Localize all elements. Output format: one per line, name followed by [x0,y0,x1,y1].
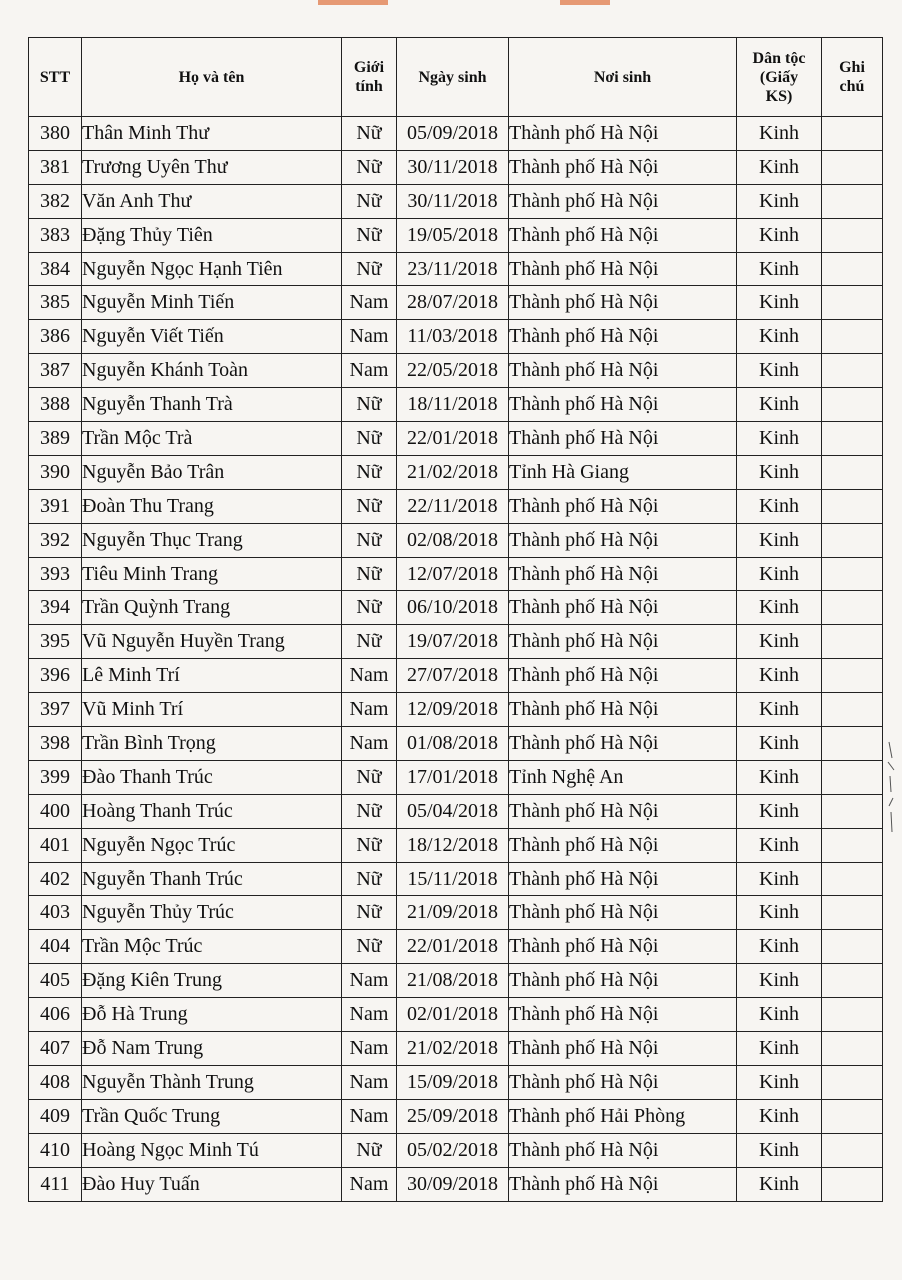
cell-dob: 23/11/2018 [397,252,509,286]
cell-dob: 02/01/2018 [397,998,509,1032]
cell-ethnicity: Kinh [737,252,822,286]
cell-ethnicity: Kinh [737,1167,822,1201]
table-row [29,998,883,1032]
cell-gender: Nữ [342,455,397,489]
cell-ethnicity: Kinh [737,184,822,218]
cell-dob: 30/09/2018 [397,1167,509,1201]
cell-dob: 12/07/2018 [397,557,509,591]
table-row [29,625,883,659]
cell-birthplace: Thành phố Hà Nội [509,557,737,591]
cell-stt: 388 [29,388,82,422]
cell-name: Đào Huy Tuấn [82,1167,342,1201]
table-row [29,388,883,422]
cell-name: Trần Mộc Trà [82,422,342,456]
cell-dob: 17/01/2018 [397,760,509,794]
cell-gender: Nữ [342,184,397,218]
cell-birthplace: Thành phố Hà Nội [509,896,737,930]
cell-note [822,930,883,964]
header-name: Họ và tên [82,38,342,117]
cell-ethnicity: Kinh [737,150,822,184]
cell-ethnicity: Kinh [737,1099,822,1133]
cell-note [822,1167,883,1201]
table-row [29,523,883,557]
cell-birthplace: Thành phố Hà Nội [509,727,737,761]
cell-ethnicity: Kinh [737,523,822,557]
cell-note [822,117,883,151]
cell-note [822,862,883,896]
cell-name: Vũ Minh Trí [82,693,342,727]
header-ethnicity: Dân tộc (Giấy KS) [737,38,822,117]
cell-stt: 391 [29,489,82,523]
cell-note [822,150,883,184]
cell-note [822,727,883,761]
table-row [29,354,883,388]
cell-note [822,184,883,218]
table-row [29,1065,883,1099]
cell-name: Trần Mộc Trúc [82,930,342,964]
cell-note [822,1133,883,1167]
cell-stt: 380 [29,117,82,151]
table-row [29,117,883,151]
cell-name: Nguyễn Bảo Trân [82,455,342,489]
cell-gender: Nam [342,693,397,727]
cell-gender: Nữ [342,794,397,828]
cell-dob: 15/11/2018 [397,862,509,896]
cell-gender: Nữ [342,117,397,151]
cell-note [822,998,883,1032]
cell-name: Nguyễn Ngọc Trúc [82,828,342,862]
cell-ethnicity: Kinh [737,320,822,354]
cell-dob: 22/01/2018 [397,930,509,964]
cell-name: Nguyễn Minh Tiến [82,286,342,320]
cell-gender: Nữ [342,930,397,964]
table-row [29,1167,883,1201]
cell-birthplace: Thành phố Hà Nội [509,862,737,896]
header-dob: Ngày sinh [397,38,509,117]
cell-gender: Nữ [342,523,397,557]
cell-ethnicity: Kinh [737,693,822,727]
cell-stt: 405 [29,964,82,998]
cell-gender: Nam [342,964,397,998]
cell-ethnicity: Kinh [737,896,822,930]
table-body [29,117,883,1202]
top-mark-left [318,0,388,5]
table-row [29,964,883,998]
cell-name: Lê Minh Trí [82,659,342,693]
cell-birthplace: Thành phố Hà Nội [509,1167,737,1201]
header-stt: STT [29,38,82,117]
cell-name: Đoàn Thu Trang [82,489,342,523]
cell-ethnicity: Kinh [737,930,822,964]
cell-stt: 403 [29,896,82,930]
table-row [29,150,883,184]
cell-gender: Nữ [342,862,397,896]
cell-gender: Nữ [342,252,397,286]
cell-stt: 390 [29,455,82,489]
cell-dob: 18/12/2018 [397,828,509,862]
cell-birthplace: Thành phố Hà Nội [509,489,737,523]
cell-name: Hoàng Thanh Trúc [82,794,342,828]
cell-name: Vũ Nguyễn Huyền Trang [82,625,342,659]
cell-note [822,557,883,591]
cell-note [822,794,883,828]
cell-ethnicity: Kinh [737,218,822,252]
cell-stt: 392 [29,523,82,557]
table-row [29,1133,883,1167]
cell-ethnicity: Kinh [737,625,822,659]
table-row [29,896,883,930]
table-row [29,760,883,794]
cell-name: Tiêu Minh Trang [82,557,342,591]
cell-dob: 21/08/2018 [397,964,509,998]
cell-dob: 19/05/2018 [397,218,509,252]
cell-stt: 384 [29,252,82,286]
cell-dob: 21/02/2018 [397,455,509,489]
cell-note [822,1065,883,1099]
margin-handwriting-mark [885,740,899,840]
cell-name: Văn Anh Thư [82,184,342,218]
table-header-row [29,38,883,117]
cell-ethnicity: Kinh [737,354,822,388]
cell-dob: 18/11/2018 [397,388,509,422]
cell-gender: Nữ [342,422,397,456]
cell-dob: 05/02/2018 [397,1133,509,1167]
cell-gender: Nữ [342,1133,397,1167]
cell-gender: Nam [342,998,397,1032]
cell-dob: 22/01/2018 [397,422,509,456]
cell-dob: 15/09/2018 [397,1065,509,1099]
top-mark-right [560,0,610,5]
cell-dob: 06/10/2018 [397,591,509,625]
cell-dob: 21/09/2018 [397,896,509,930]
table-row [29,1032,883,1066]
cell-name: Nguyễn Ngọc Hạnh Tiên [82,252,342,286]
table-row [29,794,883,828]
cell-stt: 387 [29,354,82,388]
cell-stt: 386 [29,320,82,354]
cell-dob: 19/07/2018 [397,625,509,659]
cell-birthplace: Thành phố Hà Nội [509,117,737,151]
cell-birthplace: Thành phố Hà Nội [509,998,737,1032]
cell-stt: 410 [29,1133,82,1167]
cell-stt: 407 [29,1032,82,1066]
cell-stt: 399 [29,760,82,794]
cell-note [822,625,883,659]
cell-stt: 411 [29,1167,82,1201]
cell-gender: Nữ [342,896,397,930]
cell-birthplace: Thành phố Hà Nội [509,422,737,456]
table-row [29,422,883,456]
cell-gender: Nữ [342,591,397,625]
cell-stt: 401 [29,828,82,862]
cell-ethnicity: Kinh [737,727,822,761]
cell-stt: 383 [29,218,82,252]
cell-ethnicity: Kinh [737,557,822,591]
cell-gender: Nữ [342,388,397,422]
cell-birthplace: Thành phố Hải Phòng [509,1099,737,1133]
cell-stt: 395 [29,625,82,659]
cell-ethnicity: Kinh [737,286,822,320]
cell-birthplace: Thành phố Hà Nội [509,1032,737,1066]
cell-dob: 12/09/2018 [397,693,509,727]
cell-note [822,693,883,727]
cell-birthplace: Thành phố Hà Nội [509,388,737,422]
cell-gender: Nữ [342,760,397,794]
table-row [29,489,883,523]
cell-name: Đào Thanh Trúc [82,760,342,794]
cell-birthplace: Thành phố Hà Nội [509,354,737,388]
cell-stt: 394 [29,591,82,625]
cell-stt: 404 [29,930,82,964]
cell-note [822,1099,883,1133]
cell-gender: Nam [342,1065,397,1099]
cell-birthplace: Thành phố Hà Nội [509,964,737,998]
cell-gender: Nam [342,320,397,354]
table-row [29,252,883,286]
cell-birthplace: Thành phố Hà Nội [509,218,737,252]
cell-note [822,760,883,794]
header-birthplace: Nơi sinh [509,38,737,117]
cell-birthplace: Thành phố Hà Nội [509,693,737,727]
header-note: Ghi chú [822,38,883,117]
cell-stt: 397 [29,693,82,727]
cell-ethnicity: Kinh [737,455,822,489]
table-row [29,1099,883,1133]
cell-birthplace: Thành phố Hà Nội [509,659,737,693]
cell-birthplace: Tỉnh Hà Giang [509,455,737,489]
cell-birthplace: Thành phố Hà Nội [509,523,737,557]
cell-name: Trần Quỳnh Trang [82,591,342,625]
cell-ethnicity: Kinh [737,760,822,794]
top-edge-marks [0,0,902,10]
cell-gender: Nam [342,1032,397,1066]
cell-birthplace: Thành phố Hà Nội [509,1133,737,1167]
cell-name: Nguyễn Khánh Toàn [82,354,342,388]
cell-dob: 21/02/2018 [397,1032,509,1066]
table-row [29,184,883,218]
cell-name: Đỗ Hà Trung [82,998,342,1032]
cell-stt: 409 [29,1099,82,1133]
cell-note [822,523,883,557]
cell-stt: 382 [29,184,82,218]
cell-note [822,286,883,320]
cell-note [822,252,883,286]
table-row [29,693,883,727]
cell-ethnicity: Kinh [737,998,822,1032]
cell-stt: 381 [29,150,82,184]
table-row [29,286,883,320]
cell-note [822,218,883,252]
header-gender: Giới tính [342,38,397,117]
table-row [29,727,883,761]
cell-name: Thân Minh Thư [82,117,342,151]
cell-name: Trương Uyên Thư [82,150,342,184]
cell-ethnicity: Kinh [737,964,822,998]
cell-name: Đặng Kiên Trung [82,964,342,998]
table-row [29,557,883,591]
cell-dob: 22/05/2018 [397,354,509,388]
cell-note [822,455,883,489]
cell-ethnicity: Kinh [737,117,822,151]
cell-note [822,489,883,523]
cell-ethnicity: Kinh [737,659,822,693]
cell-gender: Nữ [342,150,397,184]
cell-name: Nguyễn Thành Trung [82,1065,342,1099]
cell-birthplace: Thành phố Hà Nội [509,184,737,218]
cell-dob: 05/09/2018 [397,117,509,151]
table-row [29,591,883,625]
cell-stt: 396 [29,659,82,693]
cell-gender: Nam [342,1167,397,1201]
cell-name: Nguyễn Thủy Trúc [82,896,342,930]
table-row [29,659,883,693]
cell-birthplace: Thành phố Hà Nội [509,252,737,286]
cell-ethnicity: Kinh [737,1032,822,1066]
cell-dob: 30/11/2018 [397,150,509,184]
table-row [29,828,883,862]
table-row [29,862,883,896]
cell-ethnicity: Kinh [737,862,822,896]
cell-note [822,422,883,456]
cell-dob: 01/08/2018 [397,727,509,761]
cell-gender: Nữ [342,218,397,252]
table-row [29,218,883,252]
cell-ethnicity: Kinh [737,591,822,625]
cell-birthplace: Thành phố Hà Nội [509,794,737,828]
cell-dob: 11/03/2018 [397,320,509,354]
cell-birthplace: Thành phố Hà Nội [509,828,737,862]
student-roster-table [28,37,883,1202]
cell-ethnicity: Kinh [737,422,822,456]
cell-stt: 393 [29,557,82,591]
cell-name: Hoàng Ngọc Minh Tú [82,1133,342,1167]
cell-gender: Nam [342,286,397,320]
cell-name: Trần Bình Trọng [82,727,342,761]
cell-ethnicity: Kinh [737,388,822,422]
cell-name: Nguyễn Thanh Trà [82,388,342,422]
cell-birthplace: Tỉnh Nghệ An [509,760,737,794]
cell-note [822,1032,883,1066]
cell-dob: 28/07/2018 [397,286,509,320]
cell-note [822,320,883,354]
cell-note [822,896,883,930]
cell-ethnicity: Kinh [737,1065,822,1099]
cell-note [822,659,883,693]
cell-birthplace: Thành phố Hà Nội [509,591,737,625]
cell-note [822,354,883,388]
cell-dob: 02/08/2018 [397,523,509,557]
cell-stt: 402 [29,862,82,896]
cell-note [822,828,883,862]
cell-note [822,591,883,625]
cell-dob: 30/11/2018 [397,184,509,218]
cell-dob: 27/07/2018 [397,659,509,693]
cell-birthplace: Thành phố Hà Nội [509,320,737,354]
cell-stt: 406 [29,998,82,1032]
cell-birthplace: Thành phố Hà Nội [509,1065,737,1099]
cell-dob: 05/04/2018 [397,794,509,828]
table-row [29,930,883,964]
cell-name: Nguyễn Thanh Trúc [82,862,342,896]
cell-stt: 408 [29,1065,82,1099]
table-row [29,455,883,489]
cell-dob: 22/11/2018 [397,489,509,523]
cell-stt: 398 [29,727,82,761]
cell-name: Nguyễn Thục Trang [82,523,342,557]
cell-name: Đặng Thủy Tiên [82,218,342,252]
cell-birthplace: Thành phố Hà Nội [509,625,737,659]
cell-name: Trần Quốc Trung [82,1099,342,1133]
cell-name: Đỗ Nam Trung [82,1032,342,1066]
cell-gender: Nữ [342,828,397,862]
cell-birthplace: Thành phố Hà Nội [509,286,737,320]
cell-gender: Nam [342,1099,397,1133]
cell-ethnicity: Kinh [737,794,822,828]
cell-stt: 400 [29,794,82,828]
cell-stt: 385 [29,286,82,320]
table-row [29,320,883,354]
cell-birthplace: Thành phố Hà Nội [509,150,737,184]
cell-gender: Nữ [342,557,397,591]
cell-dob: 25/09/2018 [397,1099,509,1133]
cell-gender: Nữ [342,489,397,523]
cell-gender: Nam [342,659,397,693]
cell-ethnicity: Kinh [737,828,822,862]
cell-gender: Nam [342,727,397,761]
cell-note [822,964,883,998]
cell-gender: Nữ [342,625,397,659]
cell-stt: 389 [29,422,82,456]
cell-note [822,388,883,422]
cell-birthplace: Thành phố Hà Nội [509,930,737,964]
cell-name: Nguyễn Viết Tiến [82,320,342,354]
cell-ethnicity: Kinh [737,1133,822,1167]
cell-gender: Nam [342,354,397,388]
cell-ethnicity: Kinh [737,489,822,523]
